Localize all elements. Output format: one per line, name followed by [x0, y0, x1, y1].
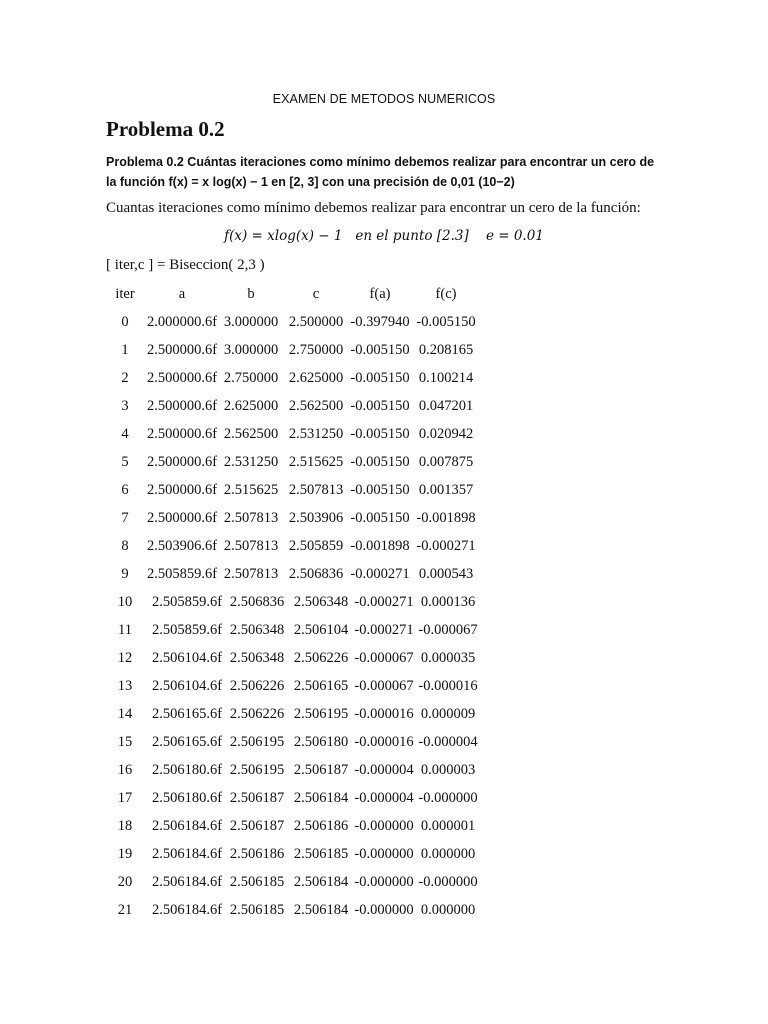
cell-fa: -0.000004 [354, 762, 414, 778]
cell-fc: 0.000003 [420, 762, 476, 778]
function-call-line: [ iter,c ] = Biseccion( 2,3 ) [106, 257, 265, 273]
cell-fa: -0.005150 [350, 454, 410, 470]
cell-c: 2.506187 [293, 762, 349, 778]
cell-b: 2.515625 [223, 482, 279, 498]
formula-text: f(x) = xlog(x) − 1 en el punto [2.3] e = 0.01 [224, 228, 544, 244]
table-row [0, 678, 768, 702]
cell-fc: -0.001898 [416, 510, 476, 526]
cell-c: 2.506184 [293, 874, 349, 890]
cell-fc: 0.100214 [418, 370, 474, 386]
cell-iter: 17 [117, 790, 133, 806]
cell-fc: -0.000000 [418, 790, 478, 806]
cell-fc: -0.000016 [418, 678, 478, 694]
cell-b: 2.506348 [229, 622, 285, 638]
cell-b: 2.750000 [223, 370, 279, 386]
cell-b: 2.506185 [229, 902, 285, 918]
cell-iter: 11 [118, 622, 132, 638]
cell-fc: 0.000000 [420, 846, 476, 862]
cell-iter: 4 [121, 426, 129, 442]
table-row [0, 342, 768, 366]
table-row [0, 818, 768, 842]
table-row [0, 650, 768, 674]
cell-a: 2.503906.6f [146, 538, 218, 554]
cell-a: 2.506184.6f [151, 846, 223, 862]
cell-b: 3.000000 [223, 342, 279, 358]
cell-b: 2.506348 [229, 650, 285, 666]
cell-iter: 6 [121, 482, 129, 498]
cell-fa: -0.000271 [354, 594, 414, 610]
header-fc: f(c) [435, 286, 457, 302]
header-b: b [247, 286, 255, 302]
cell-a: 2.506184.6f [151, 902, 223, 918]
cell-iter: 12 [117, 650, 133, 666]
table-row [0, 566, 768, 590]
table-row [0, 874, 768, 898]
formula [0, 228, 768, 244]
cell-a: 2.500000.6f [146, 454, 218, 470]
cell-b: 2.506185 [229, 874, 285, 890]
cell-a: 2.500000.6f [146, 342, 218, 358]
cell-b: 2.506187 [229, 818, 285, 834]
cell-fc: 0.007875 [418, 454, 474, 470]
cell-iter: 0 [121, 314, 129, 330]
cell-fa: -0.000000 [354, 818, 414, 834]
cell-c: 2.531250 [288, 426, 344, 442]
problem-heading: Problema 0.2 [106, 117, 225, 141]
table-row [0, 510, 768, 534]
cell-b: 2.506195 [229, 762, 285, 778]
cell-fc: 0.000035 [420, 650, 476, 666]
question-text: Cuantas iteraciones como mínimo debemos realizar para encontrar un cero de la función: [106, 200, 641, 216]
cell-a: 2.500000.6f [146, 482, 218, 498]
cell-fa: -0.000271 [350, 566, 410, 582]
cell-fc: 0.000001 [420, 818, 476, 834]
table-row [0, 370, 768, 394]
table-row [0, 902, 768, 926]
cell-b: 2.507813 [223, 566, 279, 582]
cell-c: 2.506195 [293, 706, 349, 722]
cell-c: 2.506185 [293, 846, 349, 862]
cell-iter: 9 [121, 566, 129, 582]
cell-fc: -0.000067 [418, 622, 478, 638]
cell-iter: 10 [117, 594, 133, 610]
cell-fa: -0.005150 [350, 426, 410, 442]
table-row [0, 594, 768, 618]
cell-c: 2.625000 [288, 370, 344, 386]
cell-fc: -0.000000 [418, 874, 478, 890]
cell-fc: 0.001357 [418, 482, 474, 498]
cell-a: 2.506165.6f [151, 706, 223, 722]
cell-iter: 5 [121, 454, 129, 470]
cell-fc: 0.000000 [420, 902, 476, 918]
cell-iter: 3 [121, 398, 129, 414]
cell-b: 2.506226 [229, 678, 285, 694]
cell-iter: 20 [117, 874, 133, 890]
table-row [0, 790, 768, 814]
cell-fc: -0.000271 [416, 538, 476, 554]
cell-a: 2.506184.6f [151, 874, 223, 890]
cell-fa: -0.000067 [354, 650, 414, 666]
cell-fa: -0.005150 [350, 398, 410, 414]
cell-c: 2.515625 [288, 454, 344, 470]
cell-fa: -0.005150 [350, 370, 410, 386]
cell-c: 2.562500 [288, 398, 344, 414]
cell-b: 2.507813 [223, 510, 279, 526]
cell-a: 2.506104.6f [151, 678, 223, 694]
cell-c: 2.505859 [288, 538, 344, 554]
cell-c: 2.507813 [288, 482, 344, 498]
cell-fc: 0.000543 [418, 566, 474, 582]
cell-iter: 1 [121, 342, 129, 358]
table-header [0, 286, 768, 310]
cell-iter: 19 [117, 846, 133, 862]
header-fa: f(a) [369, 286, 391, 302]
cell-iter: 13 [117, 678, 133, 694]
cell-c: 2.750000 [288, 342, 344, 358]
cell-fc: 0.020942 [418, 426, 474, 442]
cell-c: 2.506836 [288, 566, 344, 582]
table-row [0, 846, 768, 870]
cell-b: 2.507813 [223, 538, 279, 554]
cell-iter: 8 [121, 538, 129, 554]
cell-fa: -0.000016 [354, 706, 414, 722]
cell-a: 2.000000.6f [146, 314, 218, 330]
table-row [0, 426, 768, 450]
cell-c: 2.506184 [293, 902, 349, 918]
cell-b: 2.506226 [229, 706, 285, 722]
header-iter: iter [115, 286, 135, 302]
cell-a: 2.500000.6f [146, 510, 218, 526]
cell-a: 2.506184.6f [151, 818, 223, 834]
cell-iter: 21 [117, 902, 133, 918]
cell-c: 2.500000 [288, 314, 344, 330]
table-row [0, 706, 768, 730]
cell-b: 2.506836 [229, 594, 285, 610]
cell-iter: 14 [117, 706, 133, 722]
cell-fa: -0.005150 [350, 510, 410, 526]
cell-c: 2.506104 [293, 622, 349, 638]
cell-b: 2.531250 [223, 454, 279, 470]
table-row [0, 762, 768, 786]
table-row [0, 398, 768, 422]
cell-a: 2.505859.6f [151, 622, 223, 638]
cell-a: 2.506180.6f [151, 762, 223, 778]
cell-a: 2.505859.6f [146, 566, 218, 582]
cell-fa: -0.000004 [354, 790, 414, 806]
cell-fa: -0.005150 [350, 482, 410, 498]
cell-b: 2.506195 [229, 734, 285, 750]
cell-a: 2.506180.6f [151, 790, 223, 806]
cell-fa: -0.005150 [350, 342, 410, 358]
cell-fc: -0.000004 [418, 734, 478, 750]
cell-b: 2.506186 [229, 846, 285, 862]
cell-c: 2.506348 [293, 594, 349, 610]
cell-a: 2.506165.6f [151, 734, 223, 750]
cell-fa: -0.000000 [354, 874, 414, 890]
cell-b: 2.562500 [223, 426, 279, 442]
cell-fc: 0.000136 [420, 594, 476, 610]
table-row [0, 734, 768, 758]
cell-iter: 7 [121, 510, 129, 526]
cell-fa: -0.000271 [354, 622, 414, 638]
cell-c: 2.506184 [293, 790, 349, 806]
problem-statement: Problema 0.2 Cuántas iteraciones como mínimo debemos realizar para encontrar un cero de la función f(x) = x log(x) − 1 en [2, 3] con una precisión de 0,01 (10−2) [106, 155, 655, 189]
cell-c: 2.506180 [293, 734, 349, 750]
cell-c: 2.503906 [288, 510, 344, 526]
cell-c: 2.506226 [293, 650, 349, 666]
cell-fa: -0.397940 [350, 314, 410, 330]
table-row [0, 482, 768, 506]
cell-fc: 0.047201 [418, 398, 474, 414]
table-row [0, 314, 768, 338]
table-row [0, 454, 768, 478]
cell-b: 2.625000 [223, 398, 279, 414]
cell-fa: -0.000067 [354, 678, 414, 694]
header-c: c [312, 286, 320, 302]
cell-fa: -0.000000 [354, 902, 414, 918]
cell-iter: 16 [117, 762, 133, 778]
cell-c: 2.506186 [293, 818, 349, 834]
cell-b: 2.506187 [229, 790, 285, 806]
cell-a: 2.500000.6f [146, 426, 218, 442]
exam-title: EXAMEN DE METODOS NUMERICOS [272, 92, 496, 106]
cell-fc: 0.208165 [418, 342, 474, 358]
cell-c: 2.506165 [293, 678, 349, 694]
header-a: a [178, 286, 186, 302]
cell-iter: 2 [121, 370, 129, 386]
table-row [0, 538, 768, 562]
cell-iter: 18 [117, 818, 133, 834]
cell-fa: -0.001898 [350, 538, 410, 554]
cell-a: 2.506104.6f [151, 650, 223, 666]
cell-a: 2.505859.6f [151, 594, 223, 610]
cell-fa: -0.000016 [354, 734, 414, 750]
table-row [0, 622, 768, 646]
cell-a: 2.500000.6f [146, 398, 218, 414]
cell-b: 3.000000 [223, 314, 279, 330]
cell-fc: -0.005150 [416, 314, 476, 330]
cell-fa: -0.000000 [354, 846, 414, 862]
cell-fc: 0.000009 [420, 706, 476, 722]
cell-iter: 15 [117, 734, 133, 750]
cell-a: 2.500000.6f [146, 370, 218, 386]
